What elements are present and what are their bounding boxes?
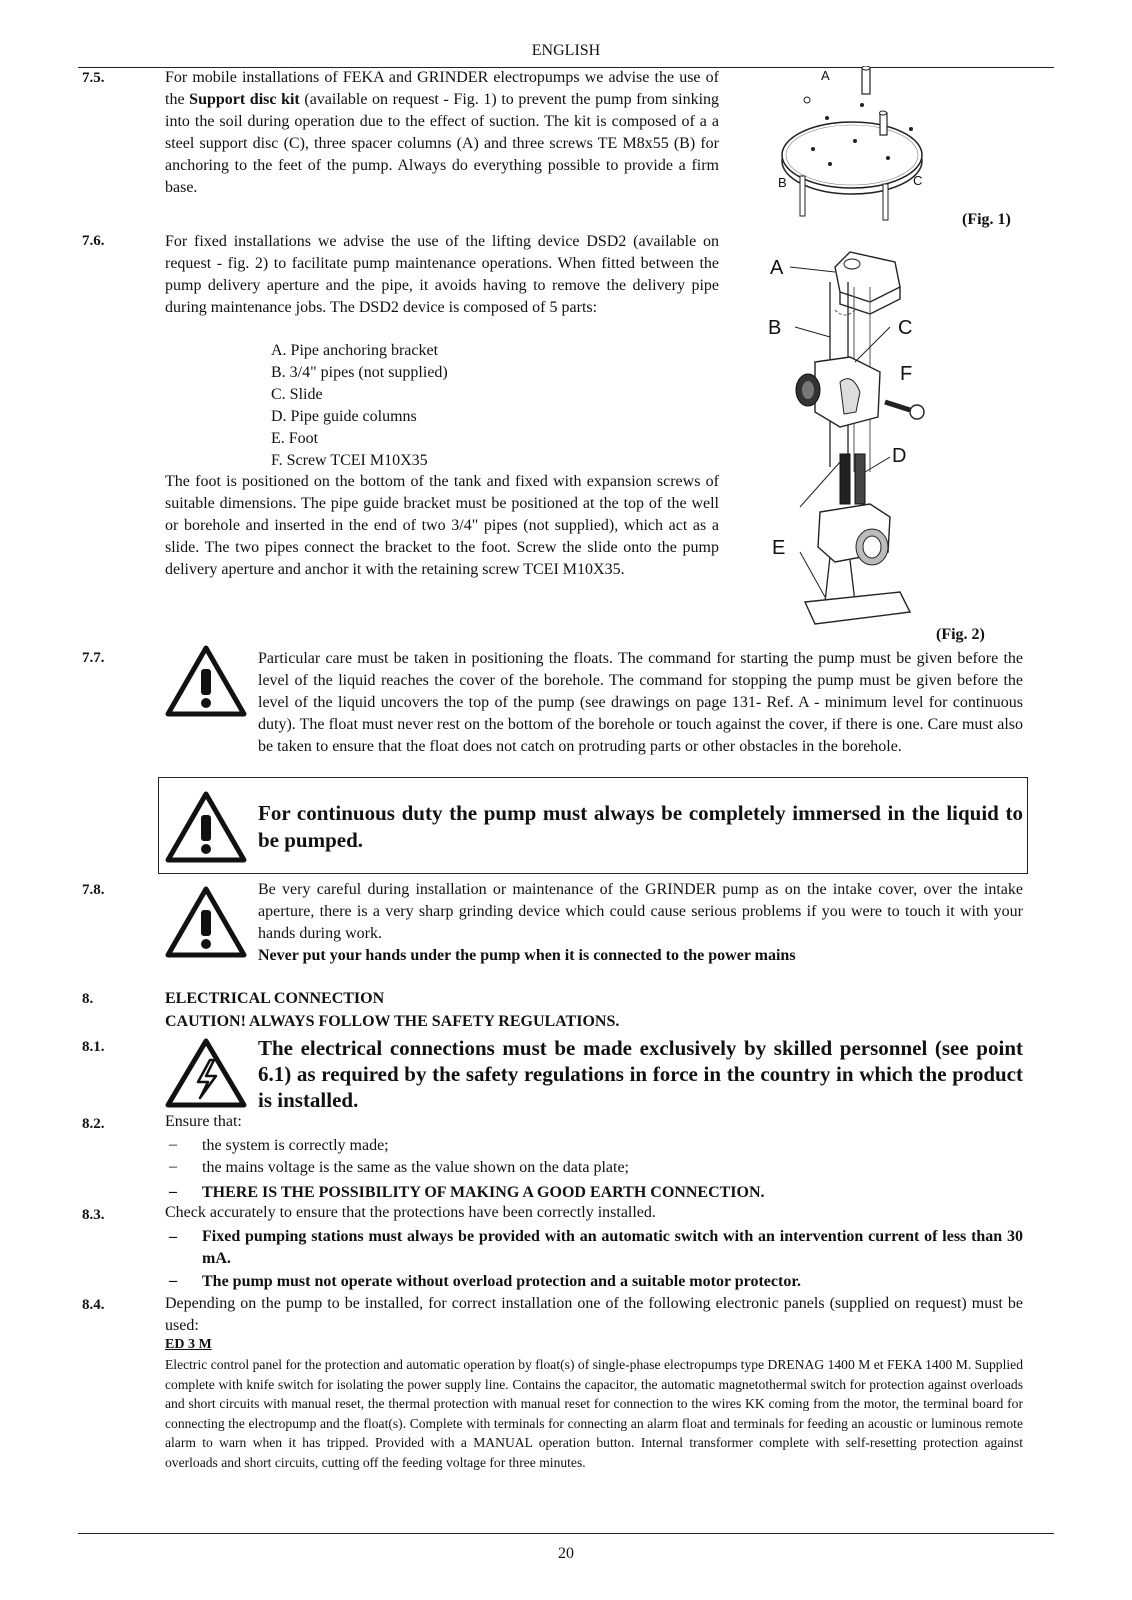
panel-description: Electric control panel for the protection and automatic operation by float(s) of single-phase electropumps type DRENAG 1400 M et FEKA 1400 M. Supplied complete with knife switch for isolating the power supply line. Contains the capacitor, the automatic magnetothermal switch for protection against overloads and short circuits with manual reset, the thermal protection with manual reset for connection to the wires KK coming from the motor, the terminal board for connecting the electropump and the float(s). Complete with terminals for connecting an alarm float and terminals for feeding an acoustic or luminous remote alarm to warn when it has tripped. Provided with a MANUAL operation button. Internal transformer complete with self-resetting protection against overloads and short circuits, cutting off the feeding voltage for three minutes. xyxy=(165,1357,1023,1470)
section-number: 8.1. xyxy=(82,1039,105,1055)
page-header: ENGLISH xyxy=(531,42,601,59)
list-item: THERE IS THE POSSIBILITY OF MAKING A GOOD EARTH CONNECTION. xyxy=(202,1184,765,1201)
list-item: B. 3/4" pipes (not supplied) xyxy=(271,364,448,381)
page-number: 20 xyxy=(558,1545,574,1562)
section-8-3-intro: Check accurately to ensure that the protections have been correctly installed. xyxy=(165,1204,656,1221)
list-item: Fixed pumping stations must always be provided with an automatic switch with an intervention current of less than 30 mA. xyxy=(202,1228,1023,1267)
lifting-device-figure xyxy=(760,242,960,627)
fig2-label-b: B xyxy=(768,317,782,339)
bullet-dash: – xyxy=(169,1272,177,1289)
bullet-dash: – xyxy=(169,1136,177,1153)
warning-triangle-icon xyxy=(164,643,248,719)
figure-2-caption: (Fig. 2) xyxy=(936,626,985,643)
fig2-label-d: D xyxy=(892,445,907,467)
section-number: 8.3. xyxy=(82,1207,105,1223)
section-number: 7.6. xyxy=(82,233,105,249)
fig1-label-a: A xyxy=(821,68,830,83)
fig2-label-f: F xyxy=(900,363,913,385)
section-number: 7.8. xyxy=(82,882,105,898)
list-item: D. Pipe guide columns xyxy=(271,408,417,425)
bullet-dash: – xyxy=(169,1183,177,1200)
section-number: 7.5. xyxy=(82,70,105,86)
fig2-label-e: E xyxy=(772,537,786,559)
bullet-dash: – xyxy=(169,1228,177,1245)
section-7-7-text: Particular care must be taken in positioning the floats. The command for starting the pump must be given before the level of the liquid reaches the cover of the borehole. The command for stopping the pump must be given before the level of the liquid uncovers the top of the pump (see drawings on page 131- Ref. A - minimum level for continuous duty). The float must never rest on the bottom of the borehole or touch against the cover, if there is one. Care must also be taken to ensure that the float does not catch on protruding parts or other obstacles in the borehole. xyxy=(258,650,1023,755)
section-7-6-body: The foot is positioned on the bottom of the tank and fixed with expansion screws of suitable dimensions. The pipe guide bracket must be positioned at the top of the well or borehole and inserted in the end of two 3/4" pipes (not supplied), which act as a slide. The two pipes connect the bracket to the foot. Screw the slide onto the pump delivery aperture and anchor it with the retaining screw TCEI M10X35. xyxy=(165,473,719,578)
section-number: 8. xyxy=(82,991,94,1007)
list-item: F. Screw TCEI M10X35 xyxy=(271,452,428,469)
section-8-title: ELECTRICAL CONNECTION xyxy=(165,990,385,1007)
list-item: the mains voltage is the same as the value shown on the data plate; xyxy=(202,1159,629,1176)
list-item: A. Pipe anchoring bracket xyxy=(271,342,439,359)
warning-triangle-icon xyxy=(164,789,248,865)
panel-title: ED 3 M xyxy=(165,1337,212,1352)
section-8-1-text: The electrical connections must be made exclusively by skilled personnel (see point 6.1) as required by the safety regulations in force in the country in which the product is installed. xyxy=(258,1036,1023,1112)
list-item: The pump must not operate without overload protection and a suitable motor protector. xyxy=(202,1273,801,1290)
list-item: C. Slide xyxy=(271,386,323,403)
section-8-4-text: Depending on the pump to be installed, for correct installation one of the following electronic panels (supplied on request) must be used: xyxy=(165,1295,1023,1334)
warning-triangle-icon xyxy=(164,884,248,960)
section-number: 7.7. xyxy=(82,650,105,666)
fig2-label-a: A xyxy=(770,257,784,279)
section-7-6-intro: For fixed installations we advise the use of the lifting device DSD2 (available on request - fig. 2) to facilitate pump maintenance operations. When fitted between the pump delivery aperture and the pipe, it avoids having to remove the delivery pipe during maintenance jobs. The DSD2 device is composed of 5 parts: xyxy=(165,233,719,316)
dsd2-parts-list xyxy=(271,340,448,472)
fig1-label-c: C xyxy=(913,173,923,188)
fig2-label-c: C xyxy=(898,317,913,339)
electric-hazard-icon xyxy=(164,1036,248,1110)
section-7-5-text: For mobile installations of FEKA and GRINDER electropumps we advise the use of the Support disc kit (available on request - Fig. 1) to prevent the pump from sinking into the soil during operation due to the effect of suction. The kit is composed of a a steel support disc (C), three spacer columns (A) and three screws TE M8x55 (B) for anchoring to the feet of the pump. Always do everything possible to provide a firm base. xyxy=(165,69,720,196)
section-number: 8.4. xyxy=(82,1297,105,1313)
figure-1-caption: (Fig. 1) xyxy=(962,211,1011,228)
fig1-label-b: B xyxy=(778,175,787,190)
list-item: E. Foot xyxy=(271,430,319,447)
list-item: the system is correctly made; xyxy=(202,1137,389,1154)
bullet-dash: – xyxy=(169,1158,177,1175)
section-7-8-bold: Never put your hands under the pump when it is connected to the power mains xyxy=(258,947,796,964)
section-7-8-text: Be very careful during installation or maintenance of the GRINDER pump as on the intake cover, over the intake aperture, there is a very sharp grinding device which could cause serious problems if you were to touch it with your hands during work. xyxy=(258,881,1023,942)
boxed-warning-text: For continuous duty the pump must always be completely immersed in the liquid to be pumped. xyxy=(258,801,1023,852)
section-number: 8.2. xyxy=(82,1116,105,1132)
section-8-2-intro: Ensure that: xyxy=(165,1113,242,1130)
footer-rule xyxy=(78,1533,1054,1534)
section-8-subtitle: CAUTION! ALWAYS FOLLOW THE SAFETY REGULATIONS. xyxy=(165,1013,620,1030)
support-disc-figure xyxy=(770,66,950,226)
